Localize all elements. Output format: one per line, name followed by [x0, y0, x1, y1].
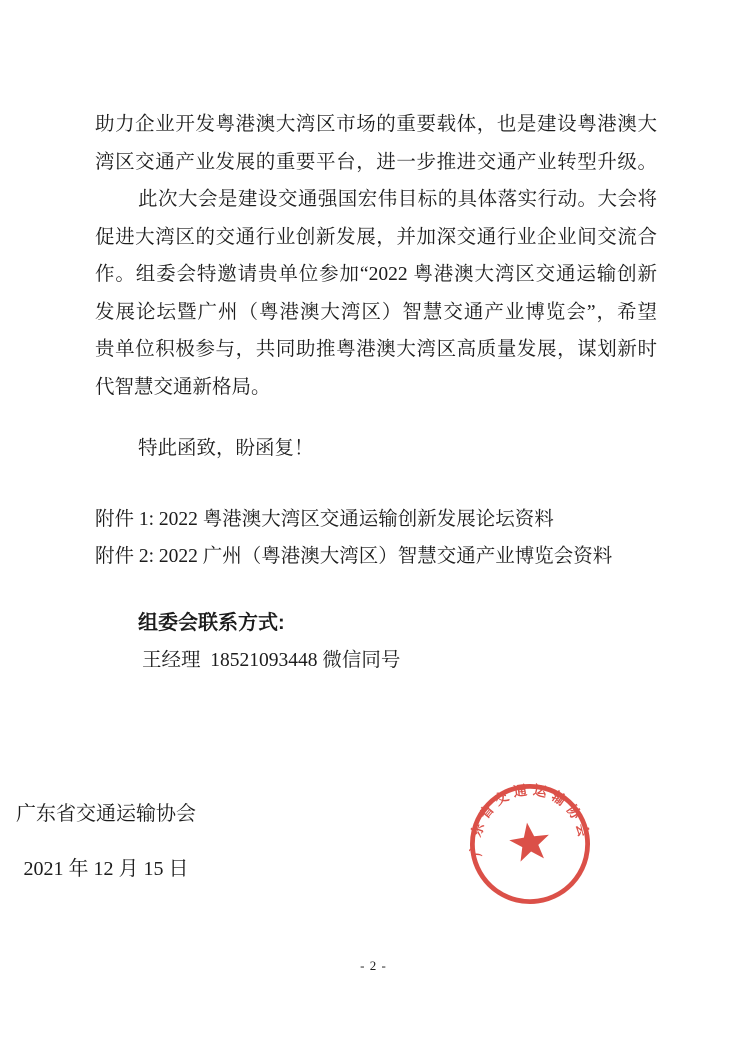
signature-org: 广东省交通运输协会	[16, 803, 196, 825]
seal-star-icon	[507, 820, 552, 863]
attachment-line-2: 附件 2: 2022 广州（粤港澳大湾区）智慧交通产业博览会资料	[95, 546, 613, 567]
signature-date: 2021 年 12 月 15 日	[23, 858, 189, 880]
contact-line: 王经理 18521093448 微信同号	[142, 650, 401, 671]
body-line-2: 湾区交通产业发展的重要平台，进一步推进交通产业转型升级。	[95, 151, 657, 173]
letter-body	[95, 106, 657, 680]
official-seal	[458, 772, 603, 917]
body-line-3: 此次大会是建设交通强国宏伟目标的具体落实行动。大会将	[138, 189, 657, 210]
body-line-8: 代智慧交通新格局。	[95, 376, 271, 398]
body-line-6: 发展论坛暨广州（粤港澳大湾区）智慧交通产业博览会”，希望	[95, 301, 657, 323]
contact-heading: 组委会联系方式:	[138, 611, 285, 634]
attachment-list	[95, 501, 657, 576]
seal-arc-text: 广东省交通运输协会	[468, 782, 593, 857]
body-line-1: 助力企业开发粤港澳大湾区市场的重要载体，也是建设粤港澳大	[95, 114, 657, 135]
body-line-4: 促进大湾区的交通行业创新发展，并加深交通行业企业间交流合	[95, 226, 657, 248]
page-number: - 2 -	[360, 958, 387, 973]
body-line-5: 作。组委会特邀请贵单位参加“2022 粤港澳大湾区交通运输创新	[95, 264, 657, 285]
attachment-line-1: 附件 1: 2022 粤港澳大湾区交通运输创新发展论坛资料	[95, 508, 554, 530]
body-line-7: 贵单位积极参与，共同助推粤港澳大湾区高质量发展，谋划新时	[95, 339, 657, 360]
closing-line: 特此函致，盼函复！	[138, 438, 314, 459]
